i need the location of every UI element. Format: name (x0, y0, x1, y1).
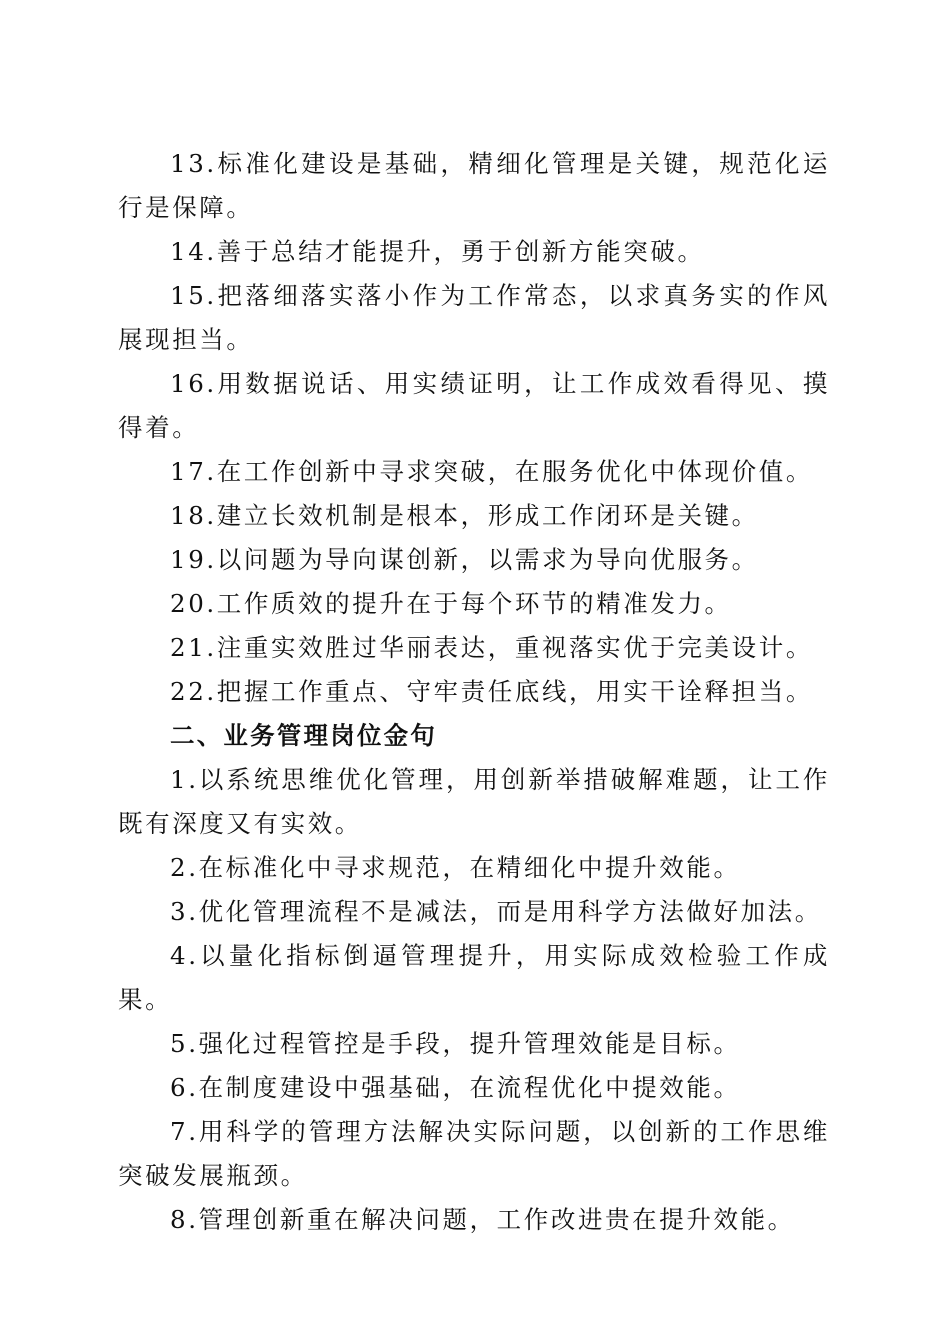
paragraph-21: 21.注重实效胜过华丽表达，重视落实优于完美设计。 (170, 633, 813, 662)
paragraph-3: 3.优化管理流程不是减法，而是用科学方法做好加法。 (170, 897, 822, 926)
paragraph-5: 5.强化过程管控是手段，提升管理效能是目标。 (170, 1029, 741, 1058)
paragraph-18: 18.建立长效机制是根本，形成工作闭环是关键。 (170, 501, 759, 530)
paragraph-15: 15.把落细落实落小作为工作常态，以求真务实的作风展现担当。 (118, 281, 830, 354)
paragraph-2: 2.在标准化中寻求规范，在精细化中提升效能。 (170, 853, 741, 882)
paragraph-7: 7.用科学的管理方法解决实际问题，以创新的工作思维突破发展瓶颈。 (118, 1117, 830, 1190)
paragraph-8: 8.管理创新重在解决问题，工作改进贵在提升效能。 (170, 1205, 795, 1234)
paragraph-17: 17.在工作创新中寻求突破，在服务优化中体现价值。 (170, 457, 813, 486)
paragraph-13: 13.标准化建设是基础，精细化管理是关键，规范化运行是保障。 (118, 149, 830, 222)
paragraph-6: 6.在制度建设中强基础，在流程优化中提效能。 (170, 1073, 741, 1102)
paragraph-22: 22.把握工作重点、守牢责任底线，用实干诠释担当。 (170, 677, 813, 706)
paragraph-16: 16.用数据说话、用实绩证明，让工作成效看得见、摸得着。 (118, 369, 830, 442)
paragraph-20: 20.工作质效的提升在于每个环节的精准发力。 (170, 589, 732, 618)
paragraph-4: 4.以量化指标倒逼管理提升，用实际成效检验工作成果。 (118, 941, 830, 1014)
paragraph-1: 1.以系统思维优化管理，用创新举措破解难题，让工作既有深度又有实效。 (118, 765, 830, 838)
section-heading: 二、业务管理岗位金句 (170, 721, 437, 750)
document-body (118, 142, 830, 1242)
paragraph-14: 14.善于总结才能提升，勇于创新方能突破。 (170, 237, 705, 266)
paragraph-19: 19.以问题为导向谋创新，以需求为导向优服务。 (170, 545, 759, 574)
